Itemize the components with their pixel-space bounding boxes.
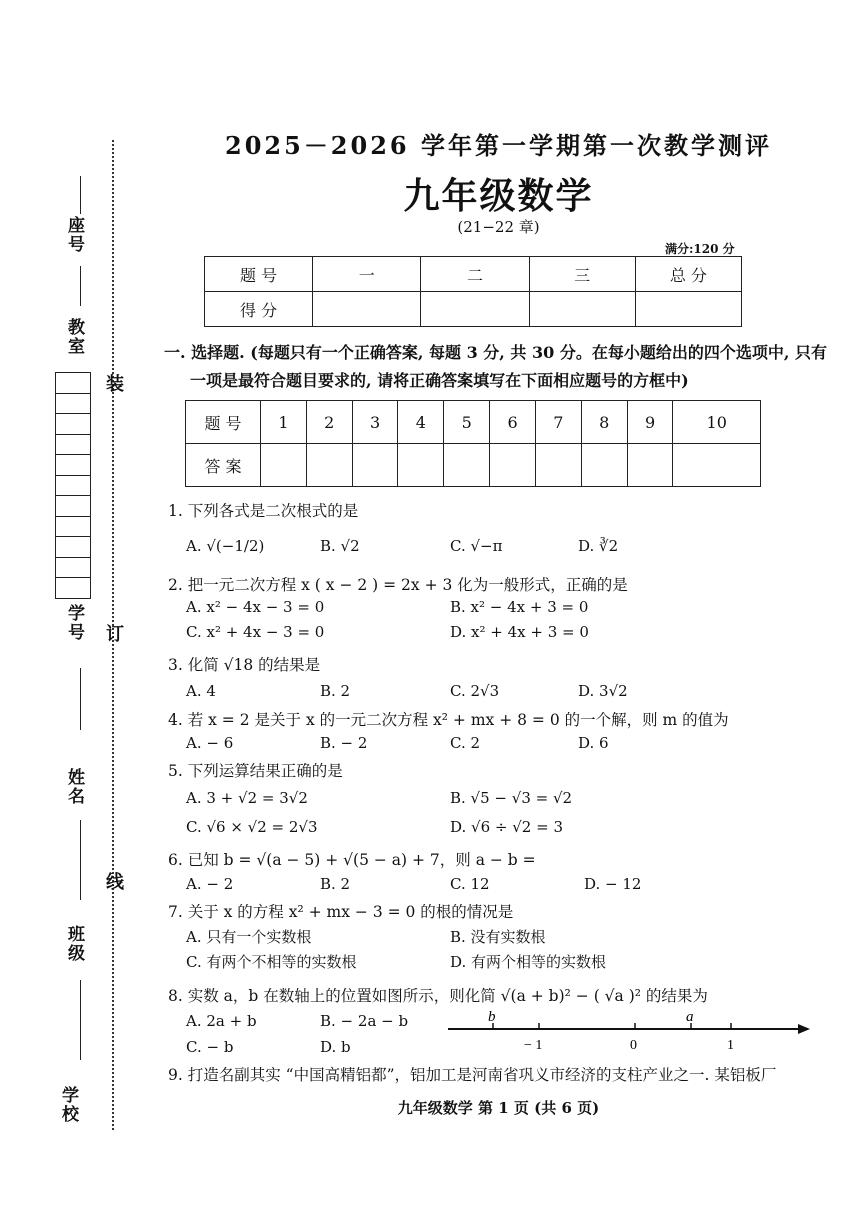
score-table-header-cell: 三 (529, 257, 635, 292)
answer-table-header-cell: 1 (261, 401, 307, 444)
question-9-stem: 9. 打造名副其实 “中国高精铝都”，铝加工是河南省巩义市经济的支柱产业之一. 某铝板厂 (168, 1066, 777, 1084)
name-line (80, 820, 81, 900)
name-label: 姓名 (64, 768, 84, 806)
student-id-line (80, 668, 81, 730)
question-8-option-c: C. − b (186, 1038, 234, 1056)
school-label: 学校 (58, 1086, 78, 1124)
binding-char-ding: 订 (106, 624, 124, 645)
number-line-figure (440, 1005, 820, 1060)
question-1-stem: 1. 下列各式是二次根式的是 (168, 502, 359, 520)
point-b-label: b (488, 1009, 496, 1025)
answer-table (185, 400, 761, 487)
question-4-stem: 4. 若 x = 2 是关于 x 的一元二次方程 x² + mx + 8 = 0 的一个解，则 m 的值为 (168, 711, 729, 729)
tick-label-one: 1 (727, 1038, 734, 1053)
question-7-option-b: B. 没有实数根 (450, 928, 546, 946)
question-6-option-d: D. − 12 (584, 875, 642, 893)
student-id-boxes[interactable] (55, 372, 91, 599)
question-5-option-d: D. √6 ÷ √2 = 3 (450, 818, 563, 836)
answer-cell[interactable] (352, 444, 398, 487)
question-5-option-a: A. 3 + √2 = 3√2 (186, 789, 308, 807)
number-line-arrow (798, 1024, 810, 1034)
question-1-option-c: C. √−π (450, 537, 503, 555)
answer-cell[interactable] (535, 444, 581, 487)
question-4-option-d: D. 6 (578, 734, 609, 752)
answer-table-header-cell: 2 (306, 401, 352, 444)
question-6-option-b: B. 2 (320, 875, 351, 893)
question-8-stem: 8. 实数 a，b 在数轴上的位置如图所示，则化简 √(a + b)² − ( √a )² 的结果为 (168, 987, 708, 1005)
answer-cell[interactable] (444, 444, 490, 487)
answer-cell[interactable] (581, 444, 627, 487)
question-4-option-c: C. 2 (450, 734, 481, 752)
chapter-range: (21−22 章) (457, 218, 540, 236)
question-6-stem: 6. 已知 b = √(a − 5) + √(5 − a) + 7，则 a − b = (168, 851, 536, 869)
section1-instructions-line2: 一项是最符合题目要求的, 请将正确答案填写在下面相应题号的方框中) (190, 371, 689, 390)
question-1-option-a: A. √(−1/2) (186, 537, 265, 555)
score-table (204, 256, 742, 327)
question-3-stem: 3. 化简 √18 的结果是 (168, 656, 321, 674)
score-row-label: 得 分 (205, 292, 313, 327)
seat-number-line-2 (80, 266, 81, 306)
score-table-header-cell: 题 号 (205, 257, 313, 292)
answer-cell[interactable] (673, 444, 761, 487)
tick-label-minus-one: − 1 (524, 1038, 543, 1053)
answer-table-header-cell: 题 号 (186, 401, 261, 444)
tick-label-zero: 0 (630, 1038, 637, 1053)
score-table-header-cell: 总 分 (635, 257, 741, 292)
question-7-option-d: D. 有两个相等的实数根 (450, 953, 607, 971)
score-table-header-cell: 一 (313, 257, 421, 292)
question-2-option-a: A. x² − 4x − 3 = 0 (186, 598, 325, 616)
question-2-option-c: C. x² + 4x − 3 = 0 (186, 623, 325, 641)
question-6-option-c: C. 12 (450, 875, 490, 893)
question-7-stem: 7. 关于 x 的方程 x² + mx − 3 = 0 的根的情况是 (168, 903, 514, 921)
score-cell[interactable] (421, 292, 529, 327)
answer-cell[interactable] (398, 444, 444, 487)
answer-table-header-cell: 7 (535, 401, 581, 444)
question-5-option-b: B. √5 − √3 = √2 (450, 789, 573, 807)
question-5-option-c: C. √6 × √2 = 2√3 (186, 818, 318, 836)
question-6-option-a: A. − 2 (186, 875, 234, 893)
question-1-option-d: D. ∛2 (578, 537, 619, 555)
answer-table-header-cell: 10 (673, 401, 761, 444)
answer-cell[interactable] (306, 444, 352, 487)
subject-title: 九年级数学 (403, 175, 594, 217)
binding-char-zhuang: 装 (106, 374, 124, 395)
question-2-stem: 2. 把一元二次方程 x ( x − 2 ) = 2x + 3 化为一般形式，正确的是 (168, 576, 628, 594)
answer-table-header-cell: 8 (581, 401, 627, 444)
binding-char-xian: 线 (106, 872, 124, 893)
question-3-option-b: B. 2 (320, 682, 351, 700)
answer-row-label: 答 案 (186, 444, 261, 487)
question-4-option-a: A. − 6 (186, 734, 234, 752)
page-footer: 九年级数学 第 1 页 (共 6 页) (397, 1099, 600, 1117)
question-2-option-d: D. x² + 4x + 3 = 0 (450, 623, 589, 641)
question-3-option-c: C. 2√3 (450, 682, 500, 700)
question-5-stem: 5. 下列运算结果正确的是 (168, 762, 343, 780)
class-line (80, 980, 81, 1060)
score-cell[interactable] (529, 292, 635, 327)
question-7-option-c: C. 有两个不相等的实数根 (186, 953, 357, 971)
answer-table-header-cell: 3 (352, 401, 398, 444)
answer-table-header-cell: 4 (398, 401, 444, 444)
question-8-option-d: D. b (320, 1038, 351, 1056)
student-id-label: 学号 (64, 604, 84, 642)
full-score: 满分:120 分 (665, 242, 735, 256)
exam-year-title: 2025－2026 学年第一学期第一次教学测评 (225, 131, 772, 160)
score-cell[interactable] (313, 292, 421, 327)
answer-table-header-cell: 6 (490, 401, 536, 444)
answer-cell[interactable] (261, 444, 307, 487)
answer-cell[interactable] (490, 444, 536, 487)
classroom-label: 教室 (64, 318, 84, 356)
question-8-option-a: A. 2a + b (186, 1012, 257, 1030)
question-8-option-b: B. − 2a − b (320, 1012, 409, 1030)
answer-cell[interactable] (627, 444, 673, 487)
question-7-option-a: A. 只有一个实数根 (186, 928, 312, 946)
seat-number-label: 座号 (64, 216, 84, 254)
point-a-label: a (686, 1009, 694, 1025)
question-3-option-a: A. 4 (186, 682, 216, 700)
class-label: 班级 (64, 925, 84, 963)
question-4-option-b: B. − 2 (320, 734, 368, 752)
answer-table-header-cell: 9 (627, 401, 673, 444)
section1-instructions-line1: 一. 选择题. (每题只有一个正确答案, 每题 3 分, 共 30 分。在每小题给出的四个选项中, 只有 (164, 343, 827, 362)
score-cell[interactable] (635, 292, 741, 327)
score-table-header-cell: 二 (421, 257, 529, 292)
question-2-option-b: B. x² − 4x + 3 = 0 (450, 598, 589, 616)
answer-table-header-cell: 5 (444, 401, 490, 444)
question-3-option-d: D. 3√2 (578, 682, 628, 700)
question-1-option-b: B. √2 (320, 537, 360, 555)
